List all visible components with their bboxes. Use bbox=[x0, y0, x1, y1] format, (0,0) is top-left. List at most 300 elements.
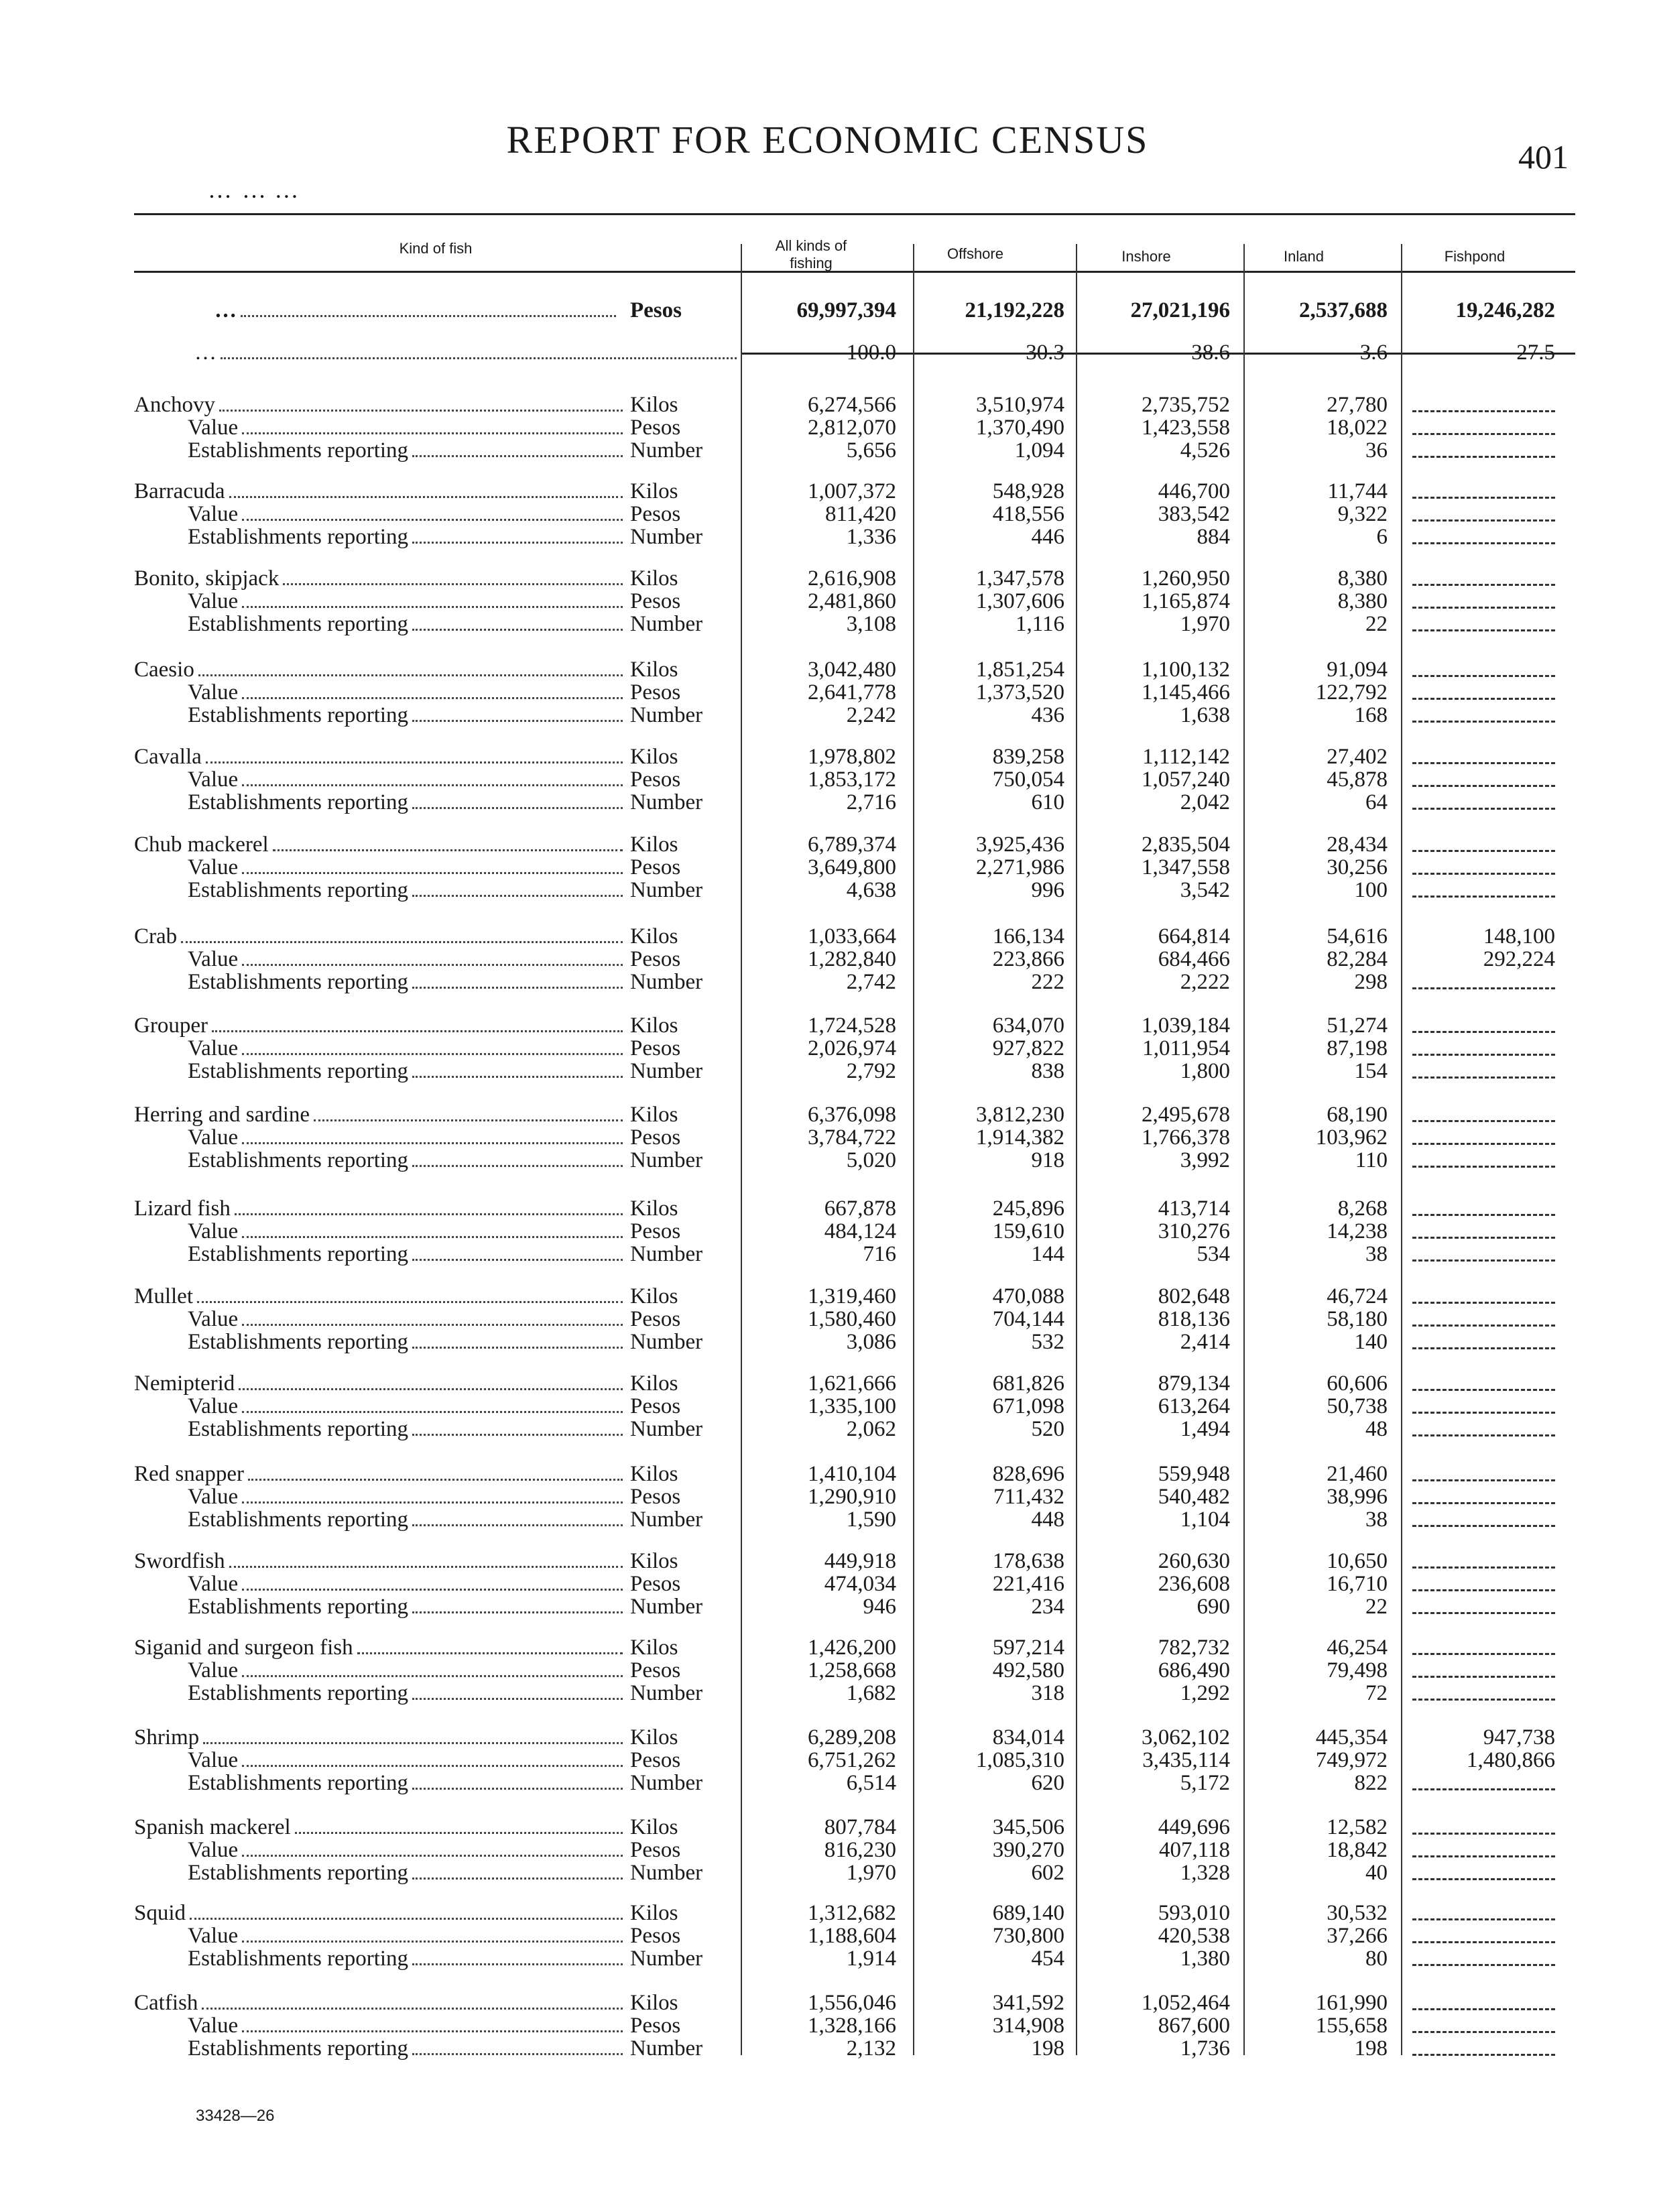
cell-inshore: 2,222 bbox=[1180, 970, 1230, 994]
cell-inshore: 1,347,558 bbox=[1142, 855, 1230, 879]
unit-label: Number bbox=[630, 1508, 703, 1532]
empty-cell-fishpond bbox=[1412, 2008, 1555, 2010]
cell-offshore: 597,214 bbox=[992, 1636, 1064, 1660]
cell-all: 1,914 bbox=[846, 1947, 896, 1971]
total-unit: Pesos bbox=[630, 298, 682, 322]
cell-inshore: 310,276 bbox=[1158, 1219, 1230, 1243]
row-label bbox=[134, 1549, 627, 1574]
cell-all: 6,274,566 bbox=[808, 393, 896, 417]
distribution-label-wrap bbox=[194, 341, 741, 365]
cell-offshore: 341,592 bbox=[992, 1991, 1064, 2015]
cell-inshore: 1,145,466 bbox=[1142, 680, 1230, 704]
cell-inshore: 1,494 bbox=[1180, 1417, 1230, 1441]
row-label bbox=[134, 566, 627, 591]
fish-grouper-establishments-row bbox=[134, 1059, 1575, 1083]
cell-all: 2,792 bbox=[846, 1059, 896, 1083]
fish-anchovy-value-row bbox=[134, 416, 1575, 440]
unit-label: Kilos bbox=[630, 745, 678, 769]
col-head-inland: Inland bbox=[1284, 248, 1324, 265]
row-label bbox=[134, 1725, 627, 1750]
empty-cell-fishpond bbox=[1412, 1054, 1555, 1056]
fish-barracuda-kilos-row bbox=[134, 479, 1575, 503]
cell-offshore: 711,432 bbox=[993, 1485, 1064, 1509]
fish-squid-establishments-row bbox=[134, 1947, 1575, 1971]
cell-all: 1,258,668 bbox=[808, 1658, 896, 1682]
cell-all: 449,918 bbox=[824, 1549, 896, 1573]
cell-inshore: 383,542 bbox=[1158, 502, 1230, 526]
fish-mullet-establishments-row bbox=[134, 1330, 1575, 1354]
col-head-fishpond: Fishpond bbox=[1444, 248, 1506, 265]
cell-inshore: 413,714 bbox=[1158, 1196, 1230, 1221]
row-label bbox=[188, 855, 627, 880]
row-label bbox=[188, 947, 627, 972]
unit-label: Number bbox=[630, 438, 703, 463]
unit-label: Kilos bbox=[630, 1013, 678, 1038]
cell-fishpond: 292,224 bbox=[1483, 947, 1555, 971]
empty-cell-fishpond bbox=[1412, 1918, 1555, 1920]
cell-offshore: 144 bbox=[1031, 1242, 1064, 1266]
cell-inland: 8,380 bbox=[1337, 589, 1388, 613]
cell-all: 1,328,166 bbox=[808, 2014, 896, 2038]
row-label bbox=[134, 1462, 627, 1487]
row-label bbox=[188, 1947, 627, 1971]
sub-label: Value bbox=[188, 1394, 239, 1418]
cell-all: 1,853,172 bbox=[808, 767, 896, 792]
fish-swordfish-establishments-row bbox=[134, 1595, 1575, 1619]
cell-all: 1,188,604 bbox=[808, 1924, 896, 1948]
sub-label: Establishments reporting bbox=[188, 1148, 409, 1172]
unit-label: Number bbox=[630, 878, 703, 902]
sub-label: Establishments reporting bbox=[188, 878, 409, 902]
empty-cell-fishpond bbox=[1412, 1479, 1555, 1481]
fish-name: Anchovy bbox=[134, 393, 215, 417]
table-label: … bbox=[208, 176, 234, 203]
cell-inland: 91,094 bbox=[1327, 658, 1388, 682]
empty-cell-fishpond bbox=[1412, 497, 1555, 499]
distribution-all: 100.0 bbox=[846, 341, 896, 365]
sub-label: Establishments reporting bbox=[188, 2036, 409, 2061]
empty-cell-fishpond bbox=[1412, 850, 1555, 852]
empty-cell-fishpond bbox=[1412, 1653, 1555, 1655]
fish-cavalla-kilos-row bbox=[134, 745, 1575, 769]
fish-name: Bonito, skipjack bbox=[134, 566, 280, 591]
row-label bbox=[188, 1242, 627, 1267]
cell-offshore: 704,144 bbox=[992, 1307, 1064, 1331]
empty-cell-fishpond bbox=[1412, 1964, 1555, 1966]
empty-cell-fishpond bbox=[1412, 873, 1555, 875]
cell-offshore: 671,098 bbox=[992, 1394, 1064, 1418]
row-label bbox=[188, 1838, 627, 1863]
sub-label: Value bbox=[188, 1125, 239, 1150]
empty-cell-fishpond bbox=[1412, 698, 1555, 700]
fish-red-snapper-value-row bbox=[134, 1485, 1575, 1509]
row-label bbox=[188, 1417, 627, 1442]
empty-cell-fishpond bbox=[1412, 1166, 1555, 1168]
fish-name: Shrimp bbox=[134, 1725, 200, 1749]
cell-inshore: 1,970 bbox=[1180, 612, 1230, 636]
row-label bbox=[134, 1991, 627, 2016]
empty-cell-fishpond bbox=[1412, 675, 1555, 677]
empty-cell-fishpond bbox=[1412, 1031, 1555, 1033]
cell-inland: 36 bbox=[1365, 438, 1388, 463]
cell-inland: 54,616 bbox=[1327, 924, 1388, 948]
cell-inshore: 664,814 bbox=[1158, 924, 1230, 948]
cell-inshore: 1,638 bbox=[1180, 703, 1230, 727]
cell-offshore: 927,822 bbox=[992, 1036, 1064, 1060]
sub-label: Establishments reporting bbox=[188, 1947, 409, 1971]
empty-cell-fishpond bbox=[1412, 808, 1555, 810]
row-label bbox=[188, 502, 627, 527]
unit-label: Kilos bbox=[630, 566, 678, 591]
cell-fishpond: 1,480,866 bbox=[1467, 1748, 1555, 1772]
cell-inshore: 540,482 bbox=[1158, 1485, 1230, 1509]
row-label bbox=[134, 1815, 627, 1840]
fish-mullet-kilos-row bbox=[134, 1284, 1575, 1308]
distribution-inshore: 38.6 bbox=[1191, 341, 1230, 365]
cell-all: 6,789,374 bbox=[808, 833, 896, 857]
cell-inland: 100 bbox=[1354, 878, 1388, 902]
unit-label: Number bbox=[630, 525, 703, 549]
cell-inland: 749,972 bbox=[1315, 1748, 1388, 1772]
cell-inshore: 1,039,184 bbox=[1142, 1013, 1230, 1038]
unit-label: Pesos bbox=[630, 1924, 681, 1948]
row-label bbox=[188, 612, 627, 637]
col-head-kind: Kind of fish bbox=[399, 240, 473, 257]
cell-inshore: 449,696 bbox=[1158, 1815, 1230, 1839]
cell-inland: 68,190 bbox=[1327, 1103, 1388, 1127]
cell-inland: 79,498 bbox=[1327, 1658, 1388, 1682]
unit-label: Kilos bbox=[630, 479, 678, 503]
cell-offshore: 1,307,606 bbox=[976, 589, 1064, 613]
fish-mullet-value-row bbox=[134, 1307, 1575, 1331]
cell-offshore: 198 bbox=[1031, 2036, 1064, 2061]
row-label bbox=[188, 1771, 627, 1796]
distribution-label: … bbox=[194, 341, 217, 365]
cell-offshore: 318 bbox=[1031, 1681, 1064, 1705]
cell-all: 2,716 bbox=[846, 790, 896, 814]
cell-all: 1,007,372 bbox=[808, 479, 896, 503]
page-number: 401 bbox=[1518, 138, 1569, 176]
cell-offshore: 1,116 bbox=[1015, 612, 1064, 636]
cell-inland: 14,238 bbox=[1327, 1219, 1388, 1243]
cell-all: 3,042,480 bbox=[808, 658, 896, 682]
cell-inshore: 3,542 bbox=[1180, 878, 1230, 902]
fish-name: Catfish bbox=[134, 1991, 198, 2015]
cell-offshore: 2,271,986 bbox=[976, 855, 1064, 879]
fish-siganid-and-surgeon-fish-value-row bbox=[134, 1658, 1575, 1682]
sub-label: Value bbox=[188, 1219, 239, 1243]
cell-offshore: 1,370,490 bbox=[976, 416, 1064, 440]
unit-label: Kilos bbox=[630, 1991, 678, 2015]
table-caption bbox=[208, 176, 298, 204]
empty-cell-fishpond bbox=[1412, 1347, 1555, 1349]
cell-all: 1,410,104 bbox=[808, 1462, 896, 1486]
cell-offshore: 245,896 bbox=[992, 1196, 1064, 1221]
cell-all: 2,132 bbox=[846, 2036, 896, 2061]
unit-label: Number bbox=[630, 1330, 703, 1354]
fish-bonito-skipjack-kilos-row bbox=[134, 566, 1575, 591]
cell-offshore: 996 bbox=[1031, 878, 1064, 902]
sub-label: Establishments reporting bbox=[188, 790, 409, 814]
row-label bbox=[188, 1924, 627, 1949]
cell-offshore: 159,610 bbox=[992, 1219, 1064, 1243]
fish-name: Barracuda bbox=[134, 479, 225, 503]
unit-label: Pesos bbox=[630, 1838, 681, 1862]
fish-barracuda-value-row bbox=[134, 502, 1575, 526]
cell-offshore: 634,070 bbox=[992, 1013, 1064, 1038]
empty-cell-fishpond bbox=[1412, 1612, 1555, 1614]
cell-all: 1,335,100 bbox=[808, 1394, 896, 1418]
cell-all: 6,289,208 bbox=[808, 1725, 896, 1749]
sub-label: Establishments reporting bbox=[188, 1059, 409, 1083]
footer-code: 33428—26 bbox=[196, 2107, 275, 2125]
fish-name: Grouper bbox=[134, 1013, 208, 1038]
cell-inland: 87,198 bbox=[1327, 1036, 1388, 1060]
unit-label: Kilos bbox=[630, 1815, 678, 1839]
empty-cell-fishpond bbox=[1412, 1589, 1555, 1591]
sub-label: Establishments reporting bbox=[188, 438, 409, 463]
row-label bbox=[188, 878, 627, 903]
cell-all: 3,784,722 bbox=[808, 1125, 896, 1150]
cell-inshore: 802,648 bbox=[1158, 1284, 1230, 1308]
fish-crab-establishments-row bbox=[134, 970, 1575, 994]
cell-inshore: 2,835,504 bbox=[1142, 833, 1230, 857]
empty-cell-fishpond bbox=[1412, 629, 1555, 631]
fish-grouper-kilos-row bbox=[134, 1013, 1575, 1038]
cell-offshore: 314,908 bbox=[992, 2014, 1064, 2038]
cell-inland: 58,180 bbox=[1327, 1307, 1388, 1331]
cell-offshore: 839,258 bbox=[992, 745, 1064, 769]
total-row bbox=[134, 298, 1575, 322]
cell-offshore: 223,866 bbox=[992, 947, 1064, 971]
row-label bbox=[188, 1508, 627, 1532]
fish-catfish-value-row bbox=[134, 2014, 1575, 2038]
cell-inland: 38 bbox=[1365, 1242, 1388, 1266]
cell-inland: 37,266 bbox=[1327, 1924, 1388, 1948]
sub-label: Establishments reporting bbox=[188, 1330, 409, 1354]
row-label bbox=[134, 1371, 627, 1396]
unit-label: Pesos bbox=[630, 1307, 681, 1331]
row-label bbox=[188, 1658, 627, 1683]
fish-barracuda-establishments-row bbox=[134, 525, 1575, 549]
unit-label: Pesos bbox=[630, 1572, 681, 1596]
cell-inshore: 4,526 bbox=[1180, 438, 1230, 463]
sub-label: Establishments reporting bbox=[188, 1771, 409, 1795]
cell-inland: 18,022 bbox=[1327, 416, 1388, 440]
cell-all: 4,638 bbox=[846, 878, 896, 902]
cell-inshore: 5,172 bbox=[1180, 1771, 1230, 1795]
row-label bbox=[188, 703, 627, 728]
row-label bbox=[188, 1059, 627, 1084]
unit-label: Kilos bbox=[630, 1103, 678, 1127]
cell-inland: 155,658 bbox=[1315, 2014, 1388, 2038]
sub-label: Value bbox=[188, 502, 239, 526]
cell-all: 1,682 bbox=[846, 1681, 896, 1705]
fish-herring-and-sardine-value-row bbox=[134, 1125, 1575, 1150]
unit-label: Number bbox=[630, 1771, 703, 1795]
cell-inland: 8,268 bbox=[1337, 1196, 1388, 1221]
empty-cell-fishpond bbox=[1412, 1566, 1555, 1569]
fish-siganid-and-surgeon-fish-establishments-row bbox=[134, 1681, 1575, 1705]
cell-inland: 122,792 bbox=[1315, 680, 1388, 704]
cell-inshore: 1,011,954 bbox=[1142, 1036, 1230, 1060]
row-label bbox=[188, 1681, 627, 1706]
sub-label: Value bbox=[188, 1572, 239, 1596]
row-label bbox=[134, 1196, 627, 1221]
cell-all: 6,514 bbox=[846, 1771, 896, 1795]
cell-all: 6,751,262 bbox=[808, 1748, 896, 1772]
fish-anchovy-kilos-row bbox=[134, 393, 1575, 417]
cell-fishpond: 947,738 bbox=[1483, 1725, 1555, 1749]
unit-label: Pesos bbox=[630, 947, 681, 971]
cell-inland: 6 bbox=[1376, 525, 1388, 549]
fish-herring-and-sardine-establishments-row bbox=[134, 1148, 1575, 1172]
sub-label: Establishments reporting bbox=[188, 1417, 409, 1441]
empty-cell-fishpond bbox=[1412, 785, 1555, 787]
fish-nemipterid-kilos-row bbox=[134, 1371, 1575, 1396]
cell-inshore: 1,100,132 bbox=[1142, 658, 1230, 682]
cell-offshore: 446 bbox=[1031, 525, 1064, 549]
cell-offshore: 470,088 bbox=[992, 1284, 1064, 1308]
fish-name: Crab bbox=[134, 924, 178, 948]
empty-cell-fishpond bbox=[1412, 1878, 1555, 1880]
empty-cell-fishpond bbox=[1412, 410, 1555, 412]
cell-inland: 46,724 bbox=[1327, 1284, 1388, 1308]
cell-all: 667,878 bbox=[824, 1196, 896, 1221]
cell-fishpond: 148,100 bbox=[1483, 924, 1555, 948]
cell-all: 1,590 bbox=[846, 1508, 896, 1532]
unit-label: Pesos bbox=[630, 680, 681, 704]
total-label-wrap bbox=[214, 298, 620, 323]
cell-inland: 51,274 bbox=[1327, 1013, 1388, 1038]
cell-all: 807,784 bbox=[824, 1815, 896, 1839]
fish-lizard-fish-kilos-row bbox=[134, 1196, 1575, 1221]
row-label bbox=[188, 1394, 627, 1419]
cell-offshore: 681,826 bbox=[992, 1371, 1064, 1396]
cell-inland: 10,650 bbox=[1327, 1549, 1388, 1573]
sub-label: Value bbox=[188, 589, 239, 613]
empty-cell-fishpond bbox=[1412, 1412, 1555, 1414]
cell-offshore: 418,556 bbox=[992, 502, 1064, 526]
cell-inshore: 1,112,142 bbox=[1142, 745, 1230, 769]
empty-cell-fishpond bbox=[1412, 1676, 1555, 1678]
cell-inland: 80 bbox=[1365, 1947, 1388, 1971]
sub-label: Establishments reporting bbox=[188, 970, 409, 994]
sub-label: Value bbox=[188, 855, 239, 879]
cell-inland: 16,710 bbox=[1327, 1572, 1388, 1596]
cell-offshore: 1,085,310 bbox=[976, 1748, 1064, 1772]
cell-inshore: 1,292 bbox=[1180, 1681, 1230, 1705]
cell-inland: 64 bbox=[1365, 790, 1388, 814]
cell-all: 1,621,666 bbox=[808, 1371, 896, 1396]
col-head-all: All kinds of fishing bbox=[775, 237, 847, 271]
cell-inshore: 559,948 bbox=[1158, 1462, 1230, 1486]
unit-label: Pesos bbox=[630, 1125, 681, 1150]
cell-all: 716 bbox=[863, 1242, 896, 1266]
fish-lizard-fish-establishments-row bbox=[134, 1242, 1575, 1266]
unit-label: Number bbox=[630, 2036, 703, 2061]
fish-caesio-establishments-row bbox=[134, 703, 1575, 727]
cell-inshore: 3,062,102 bbox=[1142, 1725, 1230, 1749]
empty-cell-fishpond bbox=[1412, 1788, 1555, 1790]
fish-spanish-mackerel-value-row bbox=[134, 1838, 1575, 1862]
unit-label: Number bbox=[630, 1947, 703, 1971]
unit-label: Number bbox=[630, 1595, 703, 1619]
cell-inland: 445,354 bbox=[1315, 1725, 1388, 1749]
cell-inshore: 1,052,464 bbox=[1142, 1991, 1230, 2015]
col-head-inshore: Inshore bbox=[1121, 248, 1171, 265]
cell-inshore: 1,057,240 bbox=[1142, 767, 1230, 792]
cell-inland: 9,322 bbox=[1337, 502, 1388, 526]
cell-offshore: 1,914,382 bbox=[976, 1125, 1064, 1150]
fish-crab-kilos-row bbox=[134, 924, 1575, 948]
fish-red-snapper-establishments-row bbox=[134, 1508, 1575, 1532]
unit-label: Kilos bbox=[630, 1196, 678, 1221]
fish-nemipterid-value-row bbox=[134, 1394, 1575, 1418]
cell-inshore: 593,010 bbox=[1158, 1901, 1230, 1925]
cell-all: 2,641,778 bbox=[808, 680, 896, 704]
cell-inshore: 1,380 bbox=[1180, 1947, 1230, 1971]
empty-cell-fishpond bbox=[1412, 1259, 1555, 1262]
empty-cell-fishpond bbox=[1412, 1325, 1555, 1327]
cell-offshore: 390,270 bbox=[992, 1838, 1064, 1862]
unit-label: Pesos bbox=[630, 1748, 681, 1772]
sub-label: Value bbox=[188, 1838, 239, 1862]
cell-inshore: 534 bbox=[1197, 1242, 1230, 1266]
row-label bbox=[134, 1103, 627, 1127]
cell-all: 1,970 bbox=[846, 1861, 896, 1885]
cell-all: 1,978,802 bbox=[808, 745, 896, 769]
cell-all: 3,086 bbox=[846, 1330, 896, 1354]
cell-all: 2,481,860 bbox=[808, 589, 896, 613]
cell-all: 3,108 bbox=[846, 612, 896, 636]
cell-inland: 18,842 bbox=[1327, 1838, 1388, 1862]
cell-all: 6,376,098 bbox=[808, 1103, 896, 1127]
cell-all: 1,033,664 bbox=[808, 924, 896, 948]
cell-inshore: 407,118 bbox=[1158, 1838, 1230, 1862]
cell-inshore: 2,042 bbox=[1180, 790, 1230, 814]
unit-label: Pesos bbox=[630, 1219, 681, 1243]
empty-cell-fishpond bbox=[1412, 721, 1555, 723]
cell-inland: 45,878 bbox=[1327, 767, 1388, 792]
fish-shrimp-value-row bbox=[134, 1748, 1575, 1772]
cell-all: 2,812,070 bbox=[808, 416, 896, 440]
cell-offshore: 689,140 bbox=[992, 1901, 1064, 1925]
cell-offshore: 520 bbox=[1031, 1417, 1064, 1441]
cell-all: 811,420 bbox=[824, 502, 896, 526]
cell-offshore: 492,580 bbox=[992, 1658, 1064, 1682]
empty-cell-fishpond bbox=[1412, 433, 1555, 435]
cell-offshore: 532 bbox=[1031, 1330, 1064, 1354]
cell-inland: 12,582 bbox=[1327, 1815, 1388, 1839]
sub-label: Establishments reporting bbox=[188, 525, 409, 549]
row-label bbox=[188, 1748, 627, 1773]
fish-name: Nemipterid bbox=[134, 1371, 235, 1396]
cell-all: 2,742 bbox=[846, 970, 896, 994]
cell-offshore: 750,054 bbox=[992, 767, 1064, 792]
cell-inland: 168 bbox=[1354, 703, 1388, 727]
cell-inshore: 3,435,114 bbox=[1142, 1748, 1230, 1772]
unit-label: Kilos bbox=[630, 1462, 678, 1486]
fish-swordfish-kilos-row bbox=[134, 1549, 1575, 1573]
fish-swordfish-value-row bbox=[134, 1572, 1575, 1596]
cell-inland: 72 bbox=[1365, 1681, 1388, 1705]
row-label bbox=[188, 1125, 627, 1150]
cell-offshore: 3,812,230 bbox=[976, 1103, 1064, 1127]
cell-inshore: 1,260,950 bbox=[1142, 566, 1230, 591]
cell-inland: 103,962 bbox=[1315, 1125, 1388, 1150]
cell-inshore: 1,328 bbox=[1180, 1861, 1230, 1885]
